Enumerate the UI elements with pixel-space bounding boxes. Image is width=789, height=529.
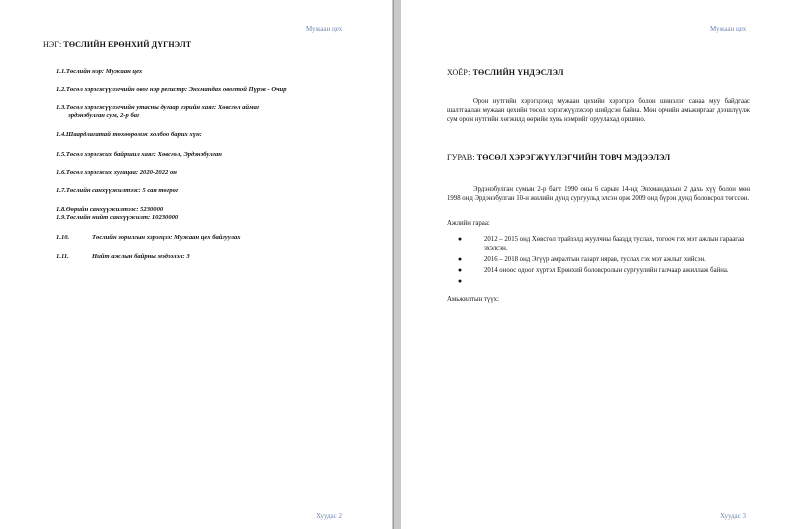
- bullet-icon: ●: [457, 255, 463, 263]
- implementer-paragraph: Эрдэнэбулган сумын 2-р багт 1990 оны 6 сарын 14-нд Энхмандахын 2 дахь хүү болон мөн 1998 онд Эрдэнэбулган 10-н жилийн дунд сургуульд элсэн орж 2009 онд бүрэн дунд боловсрол төгссөн.: [447, 186, 750, 202]
- page-footer: Хуудас 2: [316, 512, 343, 520]
- list-item-text: 2016 – 2018 онд Эгүүр амралтын газарт нярав, туслах гэх мэт ажлыг хийсэн.: [484, 256, 706, 263]
- list-item-text: 2014 оноос одоог хүртэл Ерөнхий боловсролын сургуулийн галчаар ажиллаж байна.: [484, 267, 729, 274]
- item-text: Төслийн зорилгын хэрэгцээ: Мужаан цех байгуулах: [92, 234, 241, 241]
- info-item-1-8: 1.8.Өөрийн санхүүжилтээс: 5230000: [56, 206, 164, 213]
- section-heading-3: [447, 153, 670, 162]
- info-item-1-7: 1.7.Төслийн санхүүжилтээс: 5 сая төгрөг: [56, 187, 179, 194]
- info-item-1-9: 1.9.Төслийн нийт санхүүжилт: 10230000: [56, 214, 179, 221]
- bullet-icon: ●: [457, 277, 463, 285]
- document-page-2: [0, 0, 392, 529]
- section-label: ГУРАВ:: [447, 153, 475, 162]
- section-heading-1: [43, 40, 191, 49]
- section-title: ТӨСӨЛ ХЭРЭГЖҮҮЛЭГЧИЙН ТОВЧ МЭДЭЭЛЭЛ: [476, 153, 671, 162]
- section-heading-2: [447, 68, 564, 77]
- item-number: 1.11.: [56, 253, 69, 260]
- list-item: [457, 255, 752, 264]
- page-header: Мужаан цех: [710, 25, 747, 33]
- bullet-icon: ●: [457, 266, 463, 274]
- list-item: [457, 235, 752, 253]
- page-header: Мужаан цех: [306, 25, 343, 33]
- rationale-paragraph: Орон нутгийн хэрэгцээнд мужаан цехийн хэрэгцээ болон шинэлэг санаа муу байдгаас шалтгаалан мужаан цехийн төсөл хэрэгжүүлэхээр шийдсэн байна. Мөн орчийн амьжиргааг дээшлүүлж сум орон нутгийн хөгжилд өөрийн хувь нэмрийг оруулахад оршино.: [447, 98, 750, 123]
- work-history-list: [457, 235, 752, 285]
- section-label: НЭГ:: [43, 40, 62, 49]
- item-text: Нийт ажлын байрны мэдээлэл: 3: [92, 253, 190, 260]
- info-item-1-5: 1.5.Төсөл хэрэгжих байршил хаяг: Хөвсгөл, Эрдэнэбулган: [56, 151, 222, 158]
- info-item-1-4: 1.4.Шаардлагатай төхөөрөмж холбоо барих хүн:: [56, 131, 202, 138]
- info-item-1-1: 1.1.Төслийн нэр: Мужаан цех: [56, 68, 143, 75]
- achievements-label: Амьжилтын түүх:: [447, 296, 499, 303]
- item-number: 1.10.: [56, 234, 70, 241]
- info-item-1-6: 1.6.Төсөл хэрэгжих хугацаа: 2020-2022 он: [56, 169, 177, 176]
- page-divider: [393, 0, 394, 529]
- info-item-1-11: [56, 253, 190, 262]
- work-history-label: Ажлийн гараа:: [447, 220, 490, 227]
- section-title: ТӨСЛИЙН ЕРӨНХИЙ ДҮГНЭЛТ: [63, 40, 192, 49]
- page-footer: Хуудас 3: [720, 512, 747, 520]
- list-item: [457, 266, 752, 275]
- list-item-text: 2012 – 2015 онд Хөвсгөл трайзэлд жуулчны бааздд туслах, тогооч гэх мэт ажлын гараагаа эхэлсэн.: [484, 236, 745, 252]
- info-item-1-2: 1.2.Төсөл хэрэгжүүлэгчийн овог нэр регистр: Энхмандах овогтой Пүрэв - Очир: [56, 86, 287, 93]
- info-item-1-10: [56, 234, 241, 243]
- section-label: ХОЁР:: [447, 68, 471, 77]
- info-item-1-3-cont: эрдэнэбулган сум, 2-р баг: [68, 112, 140, 119]
- section-title: ТӨСЛИЙН ҮНДЭСЛЭЛ: [472, 68, 564, 77]
- bullet-icon: ●: [457, 235, 463, 243]
- info-item-1-3: 1.3.Төсөл хэрэгжүүлэгчийн утасны дугаар гэрийн хаяг: Хөвсгөл аймаг: [56, 104, 260, 111]
